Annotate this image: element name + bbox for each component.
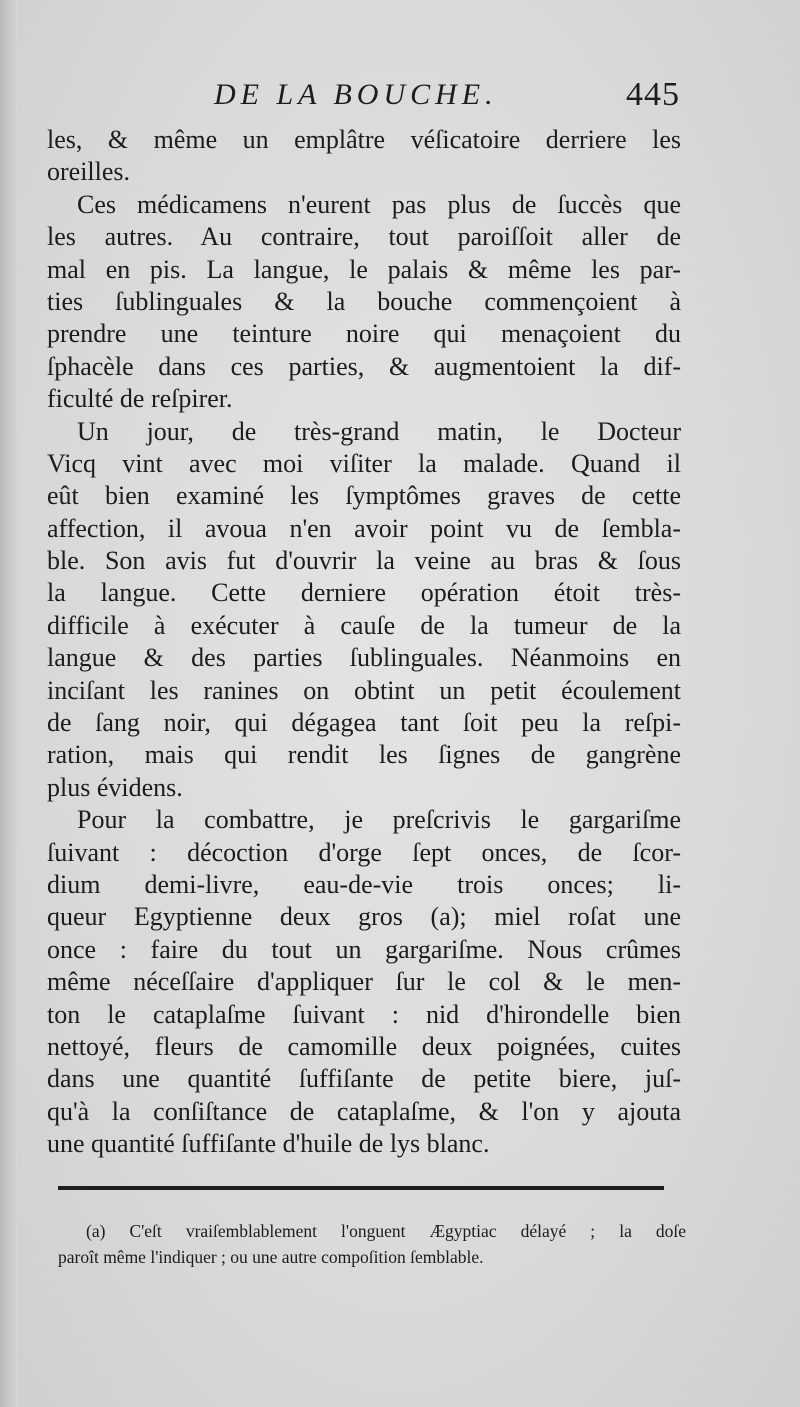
footnote-line: (a) C'eſt vraiſemblablement l'onguent Ægyptiac délayé ; la doſe [86, 1221, 686, 1241]
footnote-line: paroît même l'indiquer ; ou une autre compoſition ſemblable. [58, 1247, 484, 1267]
text-line: la langue. Cette derniere opération étoit très- [47, 578, 681, 608]
text-line: inciſant les ranines on obtint un petit écoulement [47, 675, 681, 705]
paragraph-start-line: Un jour, de très-grand matin, le Docteur [77, 416, 681, 446]
text-line: plus évidens. [47, 772, 183, 802]
text-line: eût bien examiné les ſymptômes graves de cette [47, 481, 681, 511]
text-line: dium demi-livre, eau-de-vie trois onces; li- [47, 869, 681, 899]
text-line: affection, il avoua n'en avoir point vu de ſembla- [47, 513, 681, 543]
text-line: oreilles. [47, 157, 131, 187]
text-line: Vicq vint avec moi viſiter la malade. Quand il [47, 448, 681, 478]
text-line: ſphacèle dans ces parties, & augmentoient la dif- [47, 351, 681, 381]
text-line: une quantité ſuffiſante d'huile de lys blanc. [47, 1129, 490, 1159]
text-line: prendre une teinture noire qui menaçoient du [47, 319, 681, 349]
text-line: ble. Son avis fut d'ouvrir la veine au bras & ſous [47, 546, 681, 576]
paragraph-start-line: Pour la combattre, je preſcrivis le gargariſme [77, 805, 681, 835]
page-header [46, 78, 686, 118]
running-head: DE LA BOUCHE. [214, 78, 498, 111]
text-line: once : faire du tout un gargariſme. Nous crûmes [47, 934, 681, 964]
footnote [58, 1218, 686, 1270]
text-line: langue & des parties ſublinguales. Néanmoins en [47, 643, 681, 673]
text-line: mal en pis. La langue, le palais & même les par- [47, 254, 681, 284]
text-line: nettoyé, fleurs de camomille deux poignées, cuites [47, 1031, 681, 1061]
text-line: de ſang noir, qui dégagea tant ſoit peu la reſpi- [47, 708, 681, 738]
paragraph-start-line: Ces médicamens n'eurent pas plus de ſuccès que [77, 189, 681, 219]
text-line: même néceſſaire d'appliquer ſur le col & le men- [47, 967, 681, 997]
body-text [47, 124, 681, 1161]
text-line: qu'à la conſiſtance de cataplaſme, & l'on y ajouta [47, 1096, 681, 1126]
footnote-rule [58, 1186, 664, 1190]
text-line: les autres. Au contraire, tout paroiſſoit aller de [47, 222, 681, 252]
text-line: difficile à exécuter à cauſe de la tumeur de la [47, 610, 681, 640]
text-line: ficulté de reſpirer. [47, 384, 233, 414]
text-line: ties ſublinguales & la bouche commençoient à [47, 286, 681, 316]
text-line: dans une quantité ſuffiſante de petite biere, juſ- [47, 1064, 681, 1094]
page-gutter-shadow [0, 0, 18, 1407]
text-line: les, & même un emplâtre véſicatoire derriere les [47, 125, 681, 154]
text-line: ton le cataplaſme ſuivant : nid d'hirondelle bien [47, 999, 681, 1029]
text-line: ſuivant : décoction d'orge ſept onces, de ſcor- [47, 837, 681, 867]
text-line: ration, mais qui rendit les ſignes de gangrène [47, 740, 681, 770]
text-line: queur Egyptienne deux gros (a); miel roſat une [47, 902, 681, 932]
page-number: 445 [626, 76, 680, 113]
